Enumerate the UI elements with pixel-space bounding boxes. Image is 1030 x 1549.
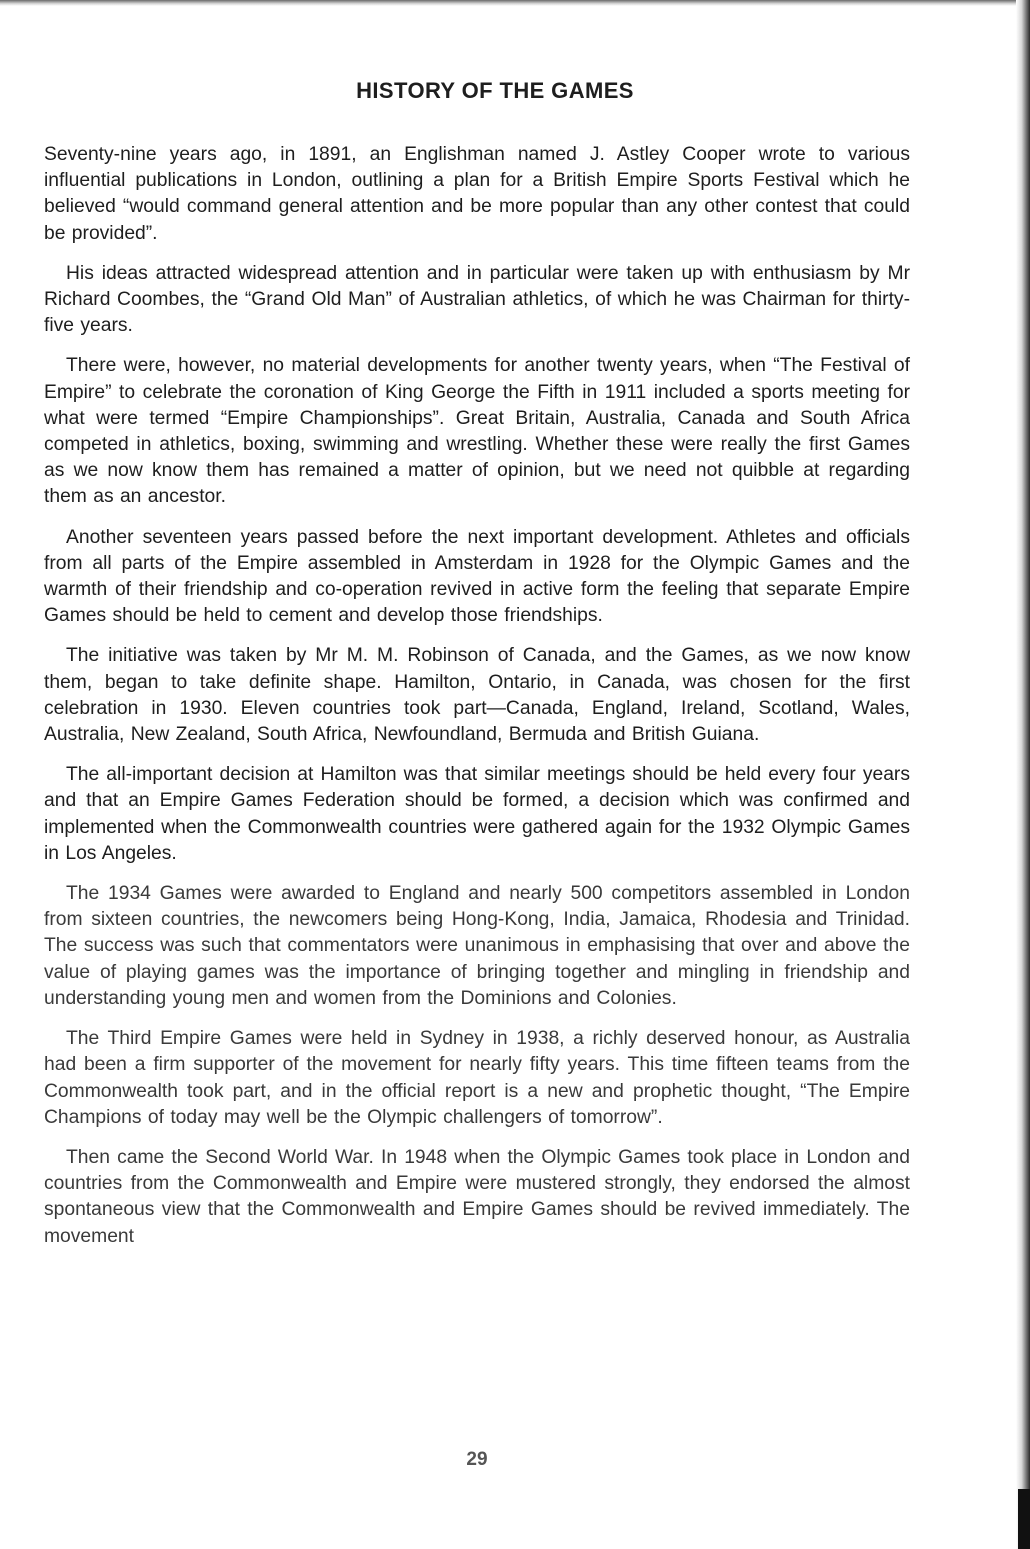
paragraph-9: Then came the Second World War. In 1948 when the Olympic Games took place in London and countries from the Commonwealth and Empire were mustered strongly, they endorsed the almost spontaneous view that the Commonwealth and Empire Games should be revived immediately. The movement <box>44 1146 910 1247</box>
paragraph-2: His ideas attracted widespread attention and in particular were taken up with enthusiasm by Mr Richard Coombes, the “Grand Old Man” of Australian athletics, of which he was Chairman for thirty-five years. <box>44 262 910 337</box>
page-number: 29 <box>466 1449 488 1470</box>
scan-edge-right <box>1016 0 1030 1549</box>
paragraph-8: The Third Empire Games were held in Sydney in 1938, a richly deserved honour, as Australia had been a firm supporter of the movement for nearly fifty years. This time fifteen teams from the Commonwealth took part, and in the official report is a new and prophetic thought, “The Empire Champions of today may well be the Olympic challengers of tomorrow”. <box>44 1028 910 1128</box>
document-page <box>44 78 910 1264</box>
paragraph-3: There were, however, no material developments for another twenty years, when “The Festival of Empire” to celebrate the coronation of King George the Fifth in 1911 included a sports meeting for what were termed “Empire Championships”. Great Britain, Australia, Canada and South Africa competed in athletics, boxing, swimming and wrestling. Whether these were really the first Games as we now know them has remained a matter of opinion, but we need not quibble at regarding them as an ancestor. <box>44 355 910 508</box>
page-title: HISTORY OF THE GAMES <box>356 78 634 103</box>
paragraph-4: Another seventeen years passed before the next important development. Athletes and officials from all parts of the Empire assembled in Amsterdam in 1928 for the Olympic Games and the warmth of their friendship and co-operation revived in active form the feeling that separate Empire Games should be held to cement and develop those friendships. <box>44 526 910 627</box>
scan-corner-shadow <box>1018 1489 1030 1549</box>
paragraph-7: The 1934 Games were awarded to England and nearly 500 competitors assembled in London from sixteen countries, the newcomers being Hong-Kong, India, Jamaica, Rhodesia and Trinidad. The success was such that commentators were unanimous in emphasising that over and above the value of playing games was the importance of bringing together and mingling in friendship and understanding young men and women from the Dominions and Colonies. <box>44 883 910 1009</box>
paragraph-5: The initiative was taken by Mr M. M. Robinson of Canada, and the Games, as we now know them, began to take definite shape. Hamilton, Ontario, in Canada, was chosen for the first celebration in 1930. Eleven countries took part—Canada, England, Ireland, Scotland, Wales, Australia, New Zealand, South Africa, Newfoundland, Bermuda and British Guiana. <box>44 645 910 746</box>
paragraph-1: Seventy-nine years ago, in 1891, an Englishman named J. Astley Cooper wrote to various influential publications in London, outlining a plan for a British Empire Sports Festival which he believed “would command general attention and be more popular than any other contest that could be provided”. <box>44 144 910 244</box>
paragraph-6: The all-important decision at Hamilton was that similar meetings should be held every four years and that an Empire Games Federation should be formed, a decision which was confirmed and implemented when the Commonwealth countries were gathered again for the 1932 Olympic Games in Los Angeles. <box>44 764 910 864</box>
scan-edge-top <box>0 0 1030 6</box>
